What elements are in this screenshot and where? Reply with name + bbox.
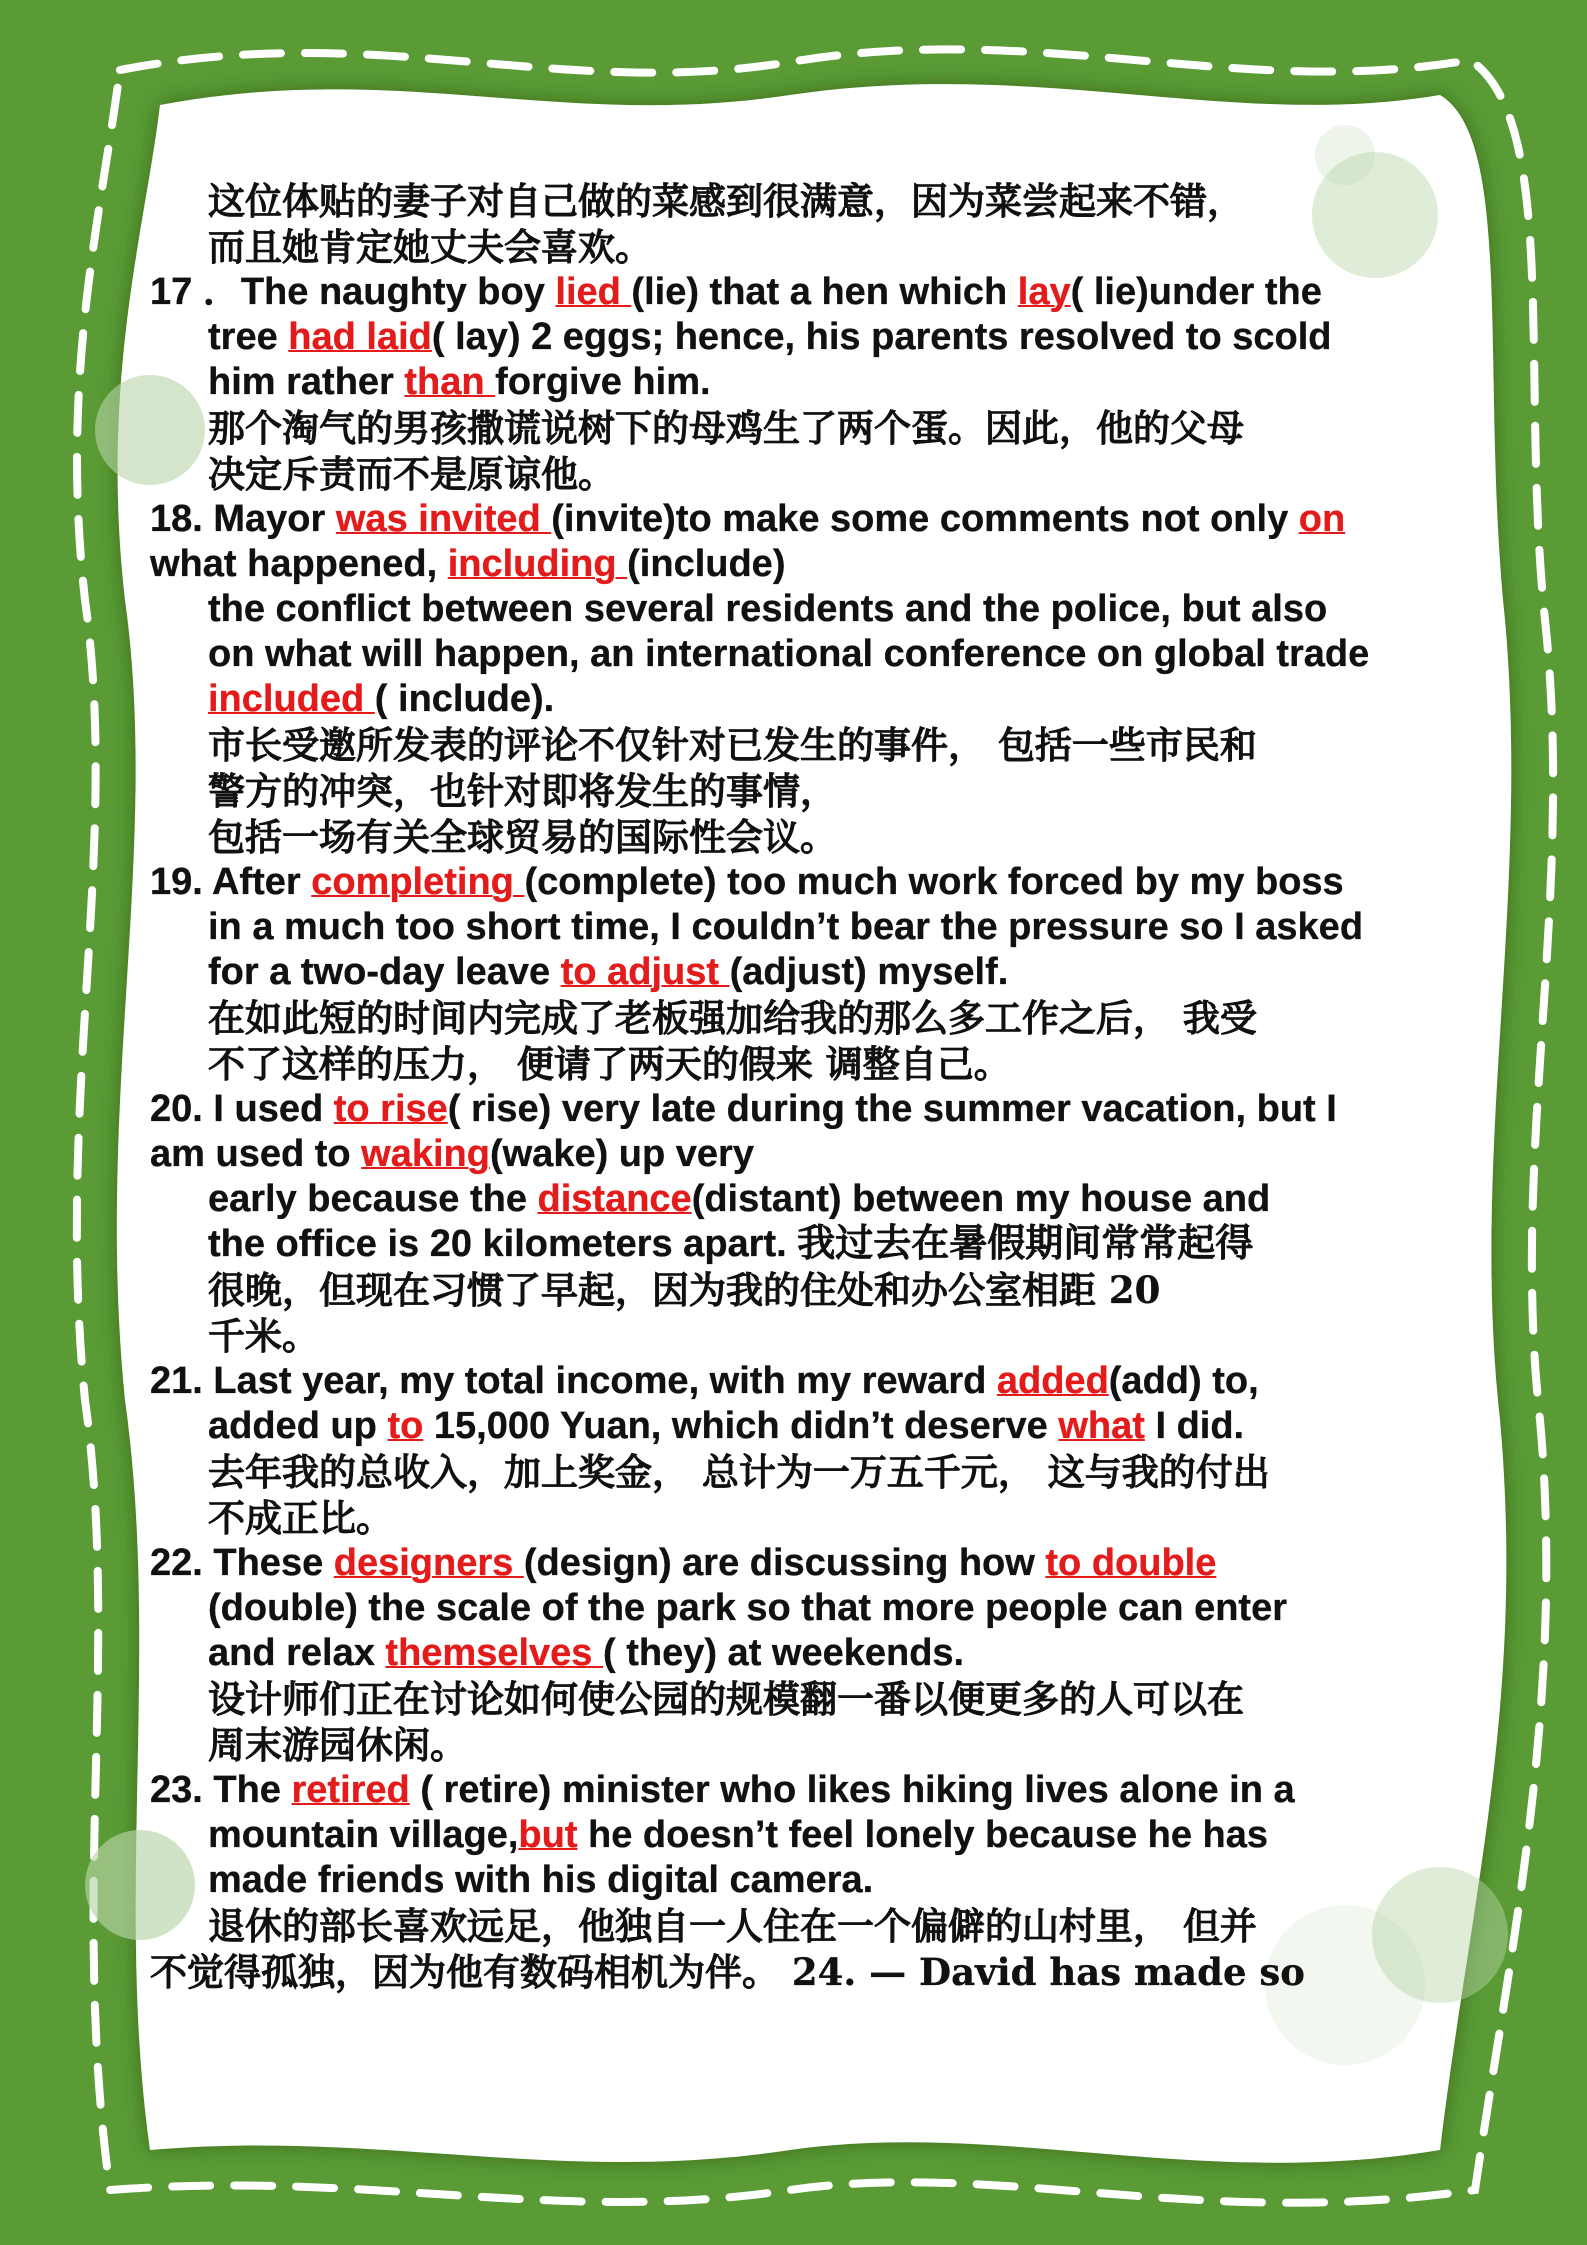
line-text: and relax xyxy=(208,1632,386,1674)
answer-text: but xyxy=(518,1814,578,1856)
line-text: 退休的部长喜欢远足，他独自一人住在一个偏僻的山村里， 但并 xyxy=(208,1904,1257,1948)
line-text: 警方的冲突，也针对即将发生的事情， xyxy=(208,769,837,813)
text-line xyxy=(150,178,1420,224)
answer-text: was invited xyxy=(335,498,552,540)
line-text: tree xyxy=(208,316,289,358)
answer-text: on xyxy=(1298,498,1346,540)
line-text: 很晚，但现在习惯了早起，因为我的住处和办公室相距 20 xyxy=(208,1268,1161,1312)
text-line xyxy=(150,632,1420,677)
line-text: ( rise) very late during the summer vacation, but I xyxy=(447,1088,1337,1130)
line-text: forgive him. xyxy=(495,361,711,403)
text-line xyxy=(150,497,1420,542)
line-text: 21. Last year, my total income, with my reward xyxy=(150,1360,997,1402)
line-text: 市长受邀所发表的评论不仅针对已发生的事件， 包括一些市民和 xyxy=(208,723,1257,767)
text-line xyxy=(150,1132,1420,1177)
exercise-text xyxy=(150,178,1420,1995)
text-line xyxy=(150,1813,1420,1858)
line-text: 18. Mayor xyxy=(150,498,336,540)
line-text: 17 ．The naughty boy xyxy=(150,271,556,313)
text-line xyxy=(150,1267,1420,1313)
answer-text: to rise xyxy=(333,1088,448,1130)
text-line xyxy=(150,224,1420,270)
line-text: I did. xyxy=(1144,1405,1245,1447)
text-line xyxy=(150,1676,1420,1722)
line-text: (invite)to make some comments not only xyxy=(551,498,1299,540)
answer-text: lay xyxy=(1017,271,1071,313)
line-text: 那个淘气的男孩撒谎说树下的母鸡生了两个蛋。因此，他的父母 xyxy=(208,406,1244,450)
line-text: 不成正比。 xyxy=(208,1496,393,1540)
answer-text: including xyxy=(447,543,628,585)
text-line xyxy=(150,1768,1420,1813)
text-line xyxy=(150,1903,1420,1949)
line-text: ( lay) 2 eggs; hence, his parents resolved to scold xyxy=(431,316,1332,358)
text-line xyxy=(150,315,1420,360)
line-text: 决定斥责而不是原谅他。 xyxy=(208,452,615,496)
line-text: 23. The xyxy=(150,1769,292,1811)
line-text: 15,000 Yuan, which didn’t deserve xyxy=(423,1405,1059,1447)
line-text: what happened, xyxy=(150,543,448,585)
text-line xyxy=(150,1631,1420,1676)
bubble-decoration xyxy=(1315,125,1375,185)
line-text: added up xyxy=(208,1405,388,1447)
line-text: 而且她肯定她丈夫会喜欢。 xyxy=(208,225,652,269)
text-line xyxy=(150,1541,1420,1586)
answer-text: included xyxy=(208,678,375,720)
text-line xyxy=(150,677,1420,722)
text-line xyxy=(150,270,1420,315)
answer-text: added xyxy=(996,1360,1109,1402)
line-text: 20. I used xyxy=(150,1088,334,1130)
text-line xyxy=(150,860,1420,905)
line-text: 19. After xyxy=(150,861,312,903)
line-text: made friends with his digital camera. xyxy=(208,1859,874,1901)
text-line xyxy=(150,587,1420,632)
line-text: 周末游园休闲。 xyxy=(208,1723,467,1767)
line-text: ( they) at weekends. xyxy=(603,1632,965,1674)
line-text: 包括一场有关全球贸易的国际性会议。 xyxy=(208,815,837,859)
answer-text: themselves xyxy=(385,1632,603,1674)
line-text: (lie) that a hen which xyxy=(631,271,1018,313)
text-line xyxy=(150,1404,1420,1449)
text-line xyxy=(150,1858,1420,1903)
line-text: 设计师们正在讨论如何使公园的规模翻一番以便更多的人可以在 xyxy=(208,1677,1244,1721)
line-text: in a much too short time, I couldn’t bear the pressure so I asked xyxy=(208,906,1364,948)
line-text: (distant) between my house and xyxy=(691,1178,1271,1220)
text-line xyxy=(150,905,1420,950)
text-line xyxy=(150,950,1420,995)
text-line xyxy=(150,1586,1420,1631)
answer-text: what xyxy=(1058,1405,1145,1447)
text-line xyxy=(150,722,1420,768)
answer-text: than xyxy=(404,361,496,403)
answer-text: distance xyxy=(537,1178,692,1220)
text-line xyxy=(150,1359,1420,1404)
answer-text: to xyxy=(387,1405,424,1447)
line-text: ( include). xyxy=(374,678,555,720)
text-line xyxy=(150,1177,1420,1222)
line-text: 22. These xyxy=(150,1542,334,1584)
line-text: 千米。 xyxy=(208,1314,319,1358)
line-text: 不觉得孤独，因为他有数码相机为伴。 24. — David has made so xyxy=(150,1950,1305,1994)
line-text: the conflict between several residents and the police, but also xyxy=(208,588,1328,630)
answer-text: retired xyxy=(291,1769,410,1811)
line-text: for a two-day leave xyxy=(208,951,561,993)
line-text: early because the xyxy=(208,1178,538,1220)
text-line xyxy=(150,995,1420,1041)
line-text: (include) xyxy=(627,543,786,585)
line-text: (adjust) myself. xyxy=(729,951,1009,993)
answer-text: to adjust xyxy=(560,951,730,993)
text-line xyxy=(150,768,1420,814)
text-line xyxy=(150,1949,1420,1995)
line-text: mountain village, xyxy=(208,1814,519,1856)
line-text: 在如此短的时间内完成了老板强加给我的那么多工作之后， 我受 xyxy=(208,996,1257,1040)
answer-text: designers xyxy=(333,1542,524,1584)
line-text: (wake) up very xyxy=(489,1133,754,1175)
answer-text: had laid xyxy=(288,316,432,358)
line-text: (design) are discussing how xyxy=(523,1542,1046,1584)
text-line xyxy=(150,1495,1420,1541)
text-line xyxy=(150,1222,1420,1267)
line-text: 去年我的总收入，加上奖金， 总计为一万五千元， 这与我的付出 xyxy=(208,1450,1270,1494)
text-line xyxy=(150,542,1420,587)
line-text: (add) to, xyxy=(1108,1360,1259,1402)
text-line xyxy=(150,1087,1420,1132)
line-text: the office is 20 kilometers apart. 我过去在暑假期间常常起得 xyxy=(208,1223,1254,1265)
text-line xyxy=(150,1313,1420,1359)
line-text: ( lie)under the xyxy=(1070,271,1322,313)
line-text: am used to xyxy=(150,1133,362,1175)
text-line xyxy=(150,814,1420,860)
answer-text: waking xyxy=(361,1133,490,1175)
text-line xyxy=(150,1041,1420,1087)
line-text: ( retire) minister who likes hiking lives alone in a xyxy=(409,1769,1295,1811)
text-line xyxy=(150,405,1420,451)
text-line xyxy=(150,360,1420,405)
text-line xyxy=(150,451,1420,497)
text-line xyxy=(150,1722,1420,1768)
line-text: he doesn’t feel lonely because he has xyxy=(577,1814,1269,1856)
text-line xyxy=(150,1449,1420,1495)
line-text: him rather xyxy=(208,361,405,403)
line-text: (double) the scale of the park so that more people can enter xyxy=(208,1587,1287,1629)
answer-text: completing xyxy=(311,861,525,903)
answer-text: lied xyxy=(555,271,632,313)
line-text: on what will happen, an international conference on global trade xyxy=(208,633,1370,675)
answer-text: to double xyxy=(1045,1542,1217,1584)
line-text: 这位体贴的妻子对自己做的菜感到很满意，因为菜尝起来不错， xyxy=(208,179,1244,223)
line-text: (complete) too much work forced by my boss xyxy=(524,861,1344,903)
line-text: 不了这样的压力， 便请了两天的假来 调整自己。 xyxy=(208,1042,1011,1086)
